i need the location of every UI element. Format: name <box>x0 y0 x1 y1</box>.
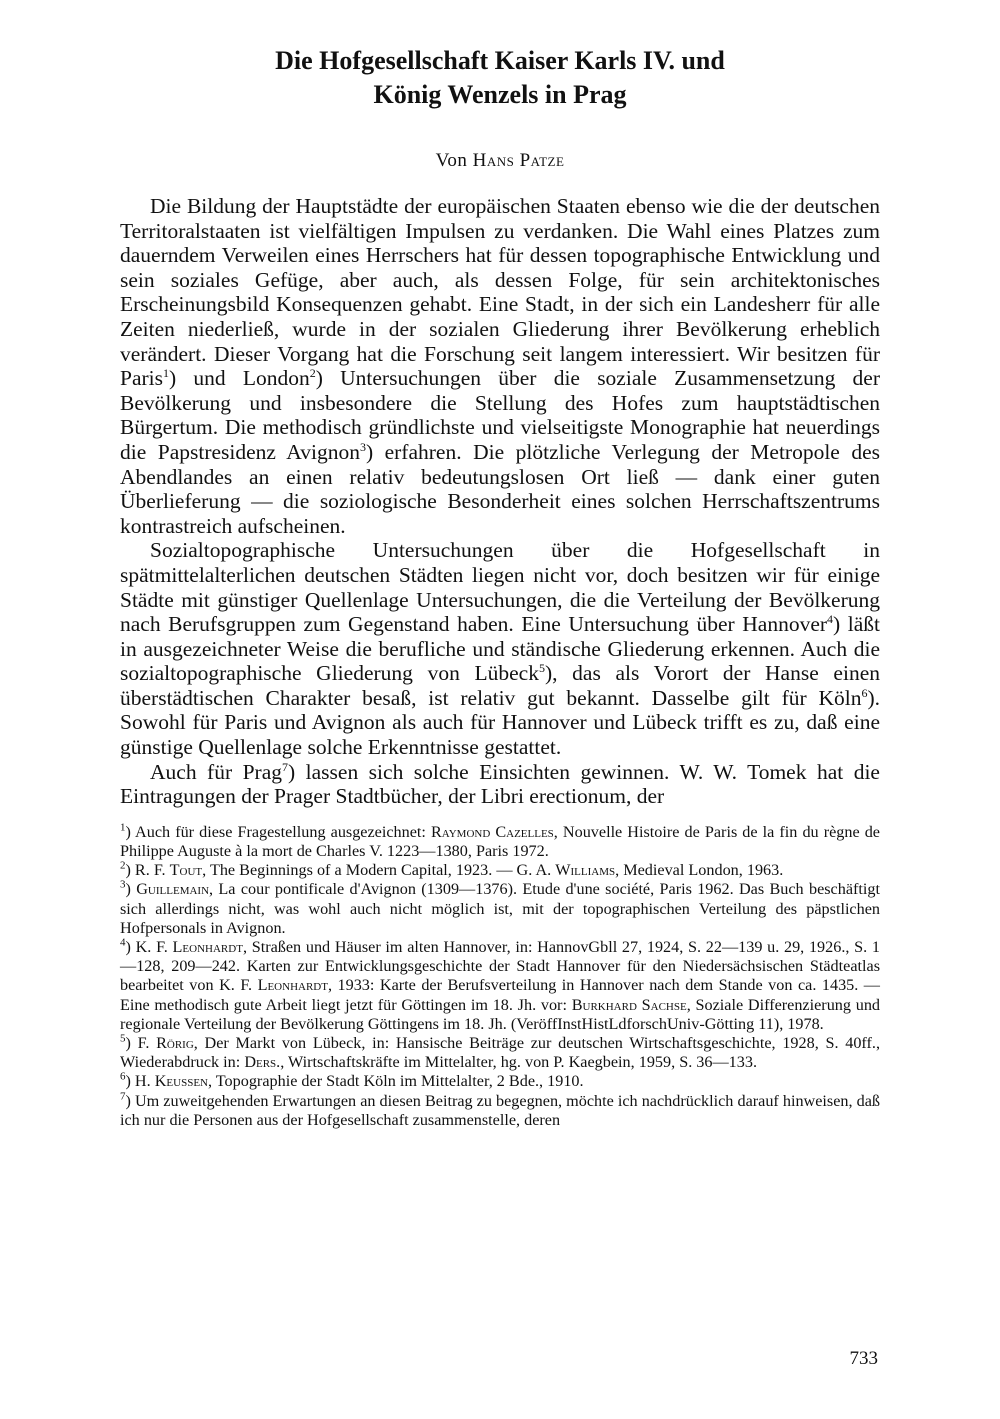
paragraph-2 <box>120 538 880 759</box>
footnote-ref-2: 2 <box>309 366 316 380</box>
footnote-4-author-1: Leonhardt <box>172 938 243 957</box>
p1-text-c: ) Untersuchungen über die soziale Zusammensetzung der Bevölkerung und insbesondere die Stellung des Hofes zum hauptstädtischen Bürgertum. Die methodisch gründlichste und vielseitigste Monographie hat neuerdings die Papstresidenz Avignon <box>120 366 880 464</box>
footnote-2-author-1: Tout <box>169 861 203 880</box>
footnote-4-mark: 4 <box>120 936 126 949</box>
footnote-4-text-d: , Soziale Differenzierung und regionale Verteilung der Bevölkerung Göttingens im 18. Jh. (VeröffInstHistLdforschUniv-Götting 11), 1978. <box>120 995 881 1033</box>
footnote-5 <box>120 1034 880 1072</box>
footnote-2-mark: 2 <box>120 859 126 872</box>
footnote-4-author-3: Burkhard Sachse <box>571 995 687 1014</box>
author-line <box>120 150 880 172</box>
footnote-1-mark: 1 <box>120 821 126 834</box>
title-line-2: König Wenzels in Prag <box>373 80 627 109</box>
p1-text-b: ) und London <box>169 366 310 391</box>
footnote-ref-5: 5 <box>538 661 545 676</box>
paragraph-3 <box>120 760 880 809</box>
footnote-4-text-a: ) K. F. <box>125 938 173 957</box>
footnote-5-author-1: Rörig <box>156 1034 194 1053</box>
footnote-6 <box>120 1072 880 1091</box>
footnote-2-author-2: Williams <box>555 861 616 880</box>
p3-text-a: Auch für Prag <box>150 759 283 784</box>
footnote-1-author: Raymond Cazelles <box>430 822 554 841</box>
footnote-5-text-a: ) F. <box>125 1034 157 1053</box>
author-name: Hans Patze <box>472 150 565 171</box>
footnote-3-author: Guillemain <box>136 880 210 899</box>
footnote-1 <box>120 823 880 861</box>
footnote-3-text-a: ) <box>125 880 137 899</box>
footnote-4-text-c: , 1933: Karte der Berufsverteilung in Hannover nach dem Stande von ca. 1435. — Eine methodisch gute Arbeit liegt jetzt für Göttingen im 18. Jh. vor: <box>120 976 880 1014</box>
footnote-5-text-b: , Der Markt von Lübeck, in: Hansische Beiträge zur deutschen Wirtschaftsgeschichte, 1928, S. 40ff., Wiederabdruck in: <box>120 1034 880 1072</box>
footnote-2-text-c: , Medieval London, 1963. <box>615 861 784 880</box>
body-text <box>120 194 880 809</box>
footnote-7-text-a: ) Um zuweitgehenden Erwartungen an diesen Beitrag zu begegnen, möchte ich nachdrücklich darauf hinweisen, daß ich nur die Personen aus der Hofgesellschaft zusammenstelle, deren <box>120 1091 880 1129</box>
footnote-1-text-a: ) Auch für diese Fragestellung ausgezeichnet: <box>125 822 431 841</box>
footnote-4-text-b: , Straßen und Häuser im alten Hannover, in: HannovGbll 27, 1924, S. 22—139 u. 29, 1926., S. 1—128, 209—242. Karten zur Entwicklungsgeschichte der Stadt Hannover für den Niedersächsischen Städteatlas bearbeitet von K. F. <box>120 938 880 995</box>
footnote-ref-7: 7 <box>282 759 289 774</box>
title-line-1: Die Hofgesellschaft Kaiser Karls IV. und <box>275 46 725 75</box>
footnote-ref-6: 6 <box>861 685 868 700</box>
p1-text-a: Die Bildung der Hauptstädte der europäischen Staaten ebenso wie die der deutschen Territoralstaaten ist vielfältigen Impulsen zu verdanken. Die Wahl eines Platzes zum dauerndem Verweilen eines Herrschers hat für dessen topographische Entwicklung und sein soziales Gefüge, aber auch, als dessen Folge, für sein architektonisches Erscheinungsbild Konsequenzen gehabt. Eine Stadt, in der sich ein Landesherr für alle Zeiten niederließ, wurde in der sozialen Gliederung ihrer Bevölkerung erheblich verändert. Dieser Vorgang hat die Forschung seit langem interessiert. Wir besitzen für Paris <box>120 194 880 391</box>
footnote-7 <box>120 1092 880 1130</box>
p2-text-c: ), das als Vorort der Hanse einen überstädtischen Charakter besaß, ist relativ gut bekannt. Dasselbe gilt für Köln <box>120 661 880 710</box>
footnote-5-mark: 5 <box>120 1032 126 1045</box>
page <box>120 44 880 1130</box>
p1-text-d: ) erfahren. Die plötzliche Verlegung der Metropole des Abendlandes an einen relativ bedeutungslosen Ort ließ — dank einer guten Überlieferung — die soziologische Besonderheit eines solchen Herrschaftszentrums kontrastreich aufscheinen. <box>120 439 881 538</box>
author-prefix: Von <box>435 150 468 171</box>
footnote-ref-4: 4 <box>827 611 834 626</box>
footnote-3-mark: 3 <box>120 879 126 892</box>
footnote-5-author-2: Ders. <box>244 1053 281 1072</box>
footnote-3 <box>120 880 880 938</box>
footnote-6-author: Keussen <box>154 1072 208 1091</box>
p2-text-d: ). Sowohl für Paris und Avignon als auch für Hannover und Lübeck trifft es zu, daß eine günstige Quellenlage solche Erkenntnisse gestattet. <box>120 685 880 760</box>
footnote-ref-1: 1 <box>163 366 169 380</box>
footnote-1-text-b: , Nouvelle Histoire de Paris de la fin du règne de Philippe Auguste à la mort de Charles V. 1223—1380, Paris 1972. <box>120 822 880 861</box>
p2-text-a: Sozialtopographische Untersuchungen über die Hofgesellschaft in spätmittelalterlichen deutschen Städten liegen nicht vor, doch besitzen wir für einige Städte mit günstiger Quellenlage Untersuchungen, die die Verteilung der Bevölkerung nach Berufsgruppen zum Gegenstand haben. Eine Untersuchung über Hannover <box>120 538 880 637</box>
footnote-6-text-a: ) H. <box>125 1072 155 1091</box>
p3-text-b: ) lassen sich solche Einsichten gewinnen. W. W. Tomek hat die Eintragungen der Prager Stadtbücher, der Libri erectionum, der <box>120 759 880 809</box>
footnote-2 <box>120 861 880 880</box>
footnote-2-text-a: ) R. F. <box>125 861 170 880</box>
footnote-6-text-b: , Topographie der Stadt Köln im Mittelalter, 2 Bde., 1910. <box>208 1072 584 1091</box>
article-title <box>120 44 880 112</box>
paragraph-1 <box>120 194 880 538</box>
footnote-ref-3: 3 <box>359 439 366 454</box>
footnotes <box>120 823 880 1130</box>
footnote-7-mark: 7 <box>120 1090 126 1103</box>
footnote-2-text-b: , The Beginnings of a Modern Capital, 1923. — G. A. <box>202 861 556 880</box>
p2-text-b: ) läßt in ausgezeichneter Weise die berufliche und ständische Gliederung erkennen. Auch die sozialtopographische Gliederung von Lübeck <box>120 612 880 686</box>
footnote-3-text-b: , La cour pontificale d'Avignon (1309—1376). Etude d'une société, Paris 1962. Das Buch beschäftigt sich allerdings nicht, was wohl auch nicht möglich ist, mit der topographischen Verteilung des päpstlichen Hofpersonals in Avignon. <box>120 880 880 937</box>
footnote-6-mark: 6 <box>120 1071 126 1084</box>
footnote-5-text-c: , Wirtschaftskräfte im Mittelalter, hg. von P. Kaegbein, 1959, S. 36—133. <box>280 1053 757 1072</box>
footnote-4-author-2: Leonhardt <box>257 976 328 995</box>
page-number: 733 <box>849 1348 878 1369</box>
footnote-4 <box>120 938 880 1034</box>
